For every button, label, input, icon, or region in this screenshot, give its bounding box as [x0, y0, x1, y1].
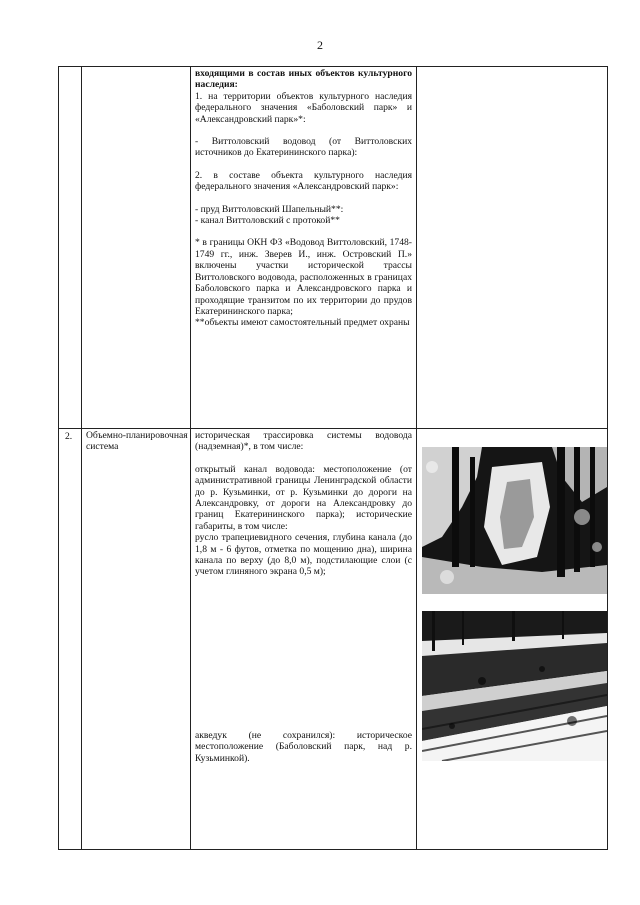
row-number: 2. — [65, 431, 73, 442]
description-paragraph: 1. на территории объектов культурного наследия федерального значения «Баболовский парк» и «Александровский парк»*: — [195, 90, 412, 125]
description-paragraph: * в границы ОКН ФЗ «Водовод Виттоловский, 1748-1749 гг., инж. Зверев И., инж. Островский П.» включены участки исторической трассы Виттоловского водовода, расположенных в границах Баболовского парка и Александровского парка и проходящие транзитом по их территории до прудов Екатерининского парка; — [195, 237, 412, 317]
row-name-cell — [82, 67, 191, 429]
page-number: 2 — [317, 38, 323, 52]
description-paragraph: - пруд Виттоловский Шапельный**: — [195, 203, 344, 215]
description-paragraph: историческая трассировка системы водовода (надземная)*, в том числе: — [195, 430, 412, 453]
row-name — [82, 67, 190, 68]
row-name: Объемно-планировочная система — [86, 430, 188, 453]
row-description-cell — [191, 429, 417, 850]
description-paragraph: акведук (не сохранился): историческое местоположение (Баболовский парк, над р. Кузьминкой). — [195, 729, 412, 764]
row-number-cell — [59, 429, 82, 850]
description-paragraph: 2. в составе объекта культурного наследия федерального значения «Александровский парк»: — [195, 169, 412, 193]
description-paragraph: открытый канал водовода: местоположение (от административной границы Ленинградской области до р. Кузьминки, от р. Кузьминки до дороги на Александровку, от дороги на Александровку до границ Екатерининского парка); исторические габариты, в том числе: — [195, 463, 412, 532]
canal-winter-photo — [422, 611, 607, 761]
canal-forest-photo — [422, 447, 607, 594]
row-image-cell — [417, 67, 608, 429]
table-row — [59, 67, 608, 429]
description-paragraph: - Виттоловский водовод (от Виттоловских источников до Екатерининского парка): — [195, 136, 412, 159]
description-paragraph: входящими в состав иных объектов культурного наследия: — [195, 68, 412, 91]
row-description-cell — [191, 67, 417, 429]
row-name-cell — [82, 429, 191, 850]
description-paragraph: - канал Виттоловский с протокой** — [195, 215, 340, 227]
row-number — [59, 67, 81, 69]
description-paragraph: **объекты имеют самостоятельный предмет охраны — [195, 317, 410, 329]
description-paragraph: русло трапециевидного сечения, глубина канала (до 1,8 м - 6 футов, отметка по мощению дна), ширина канала по верху (до 8,0 м), подстилающие слои (с учетом глиняного экрана 0,5 м); — [195, 532, 412, 578]
row-number-cell — [59, 67, 82, 429]
